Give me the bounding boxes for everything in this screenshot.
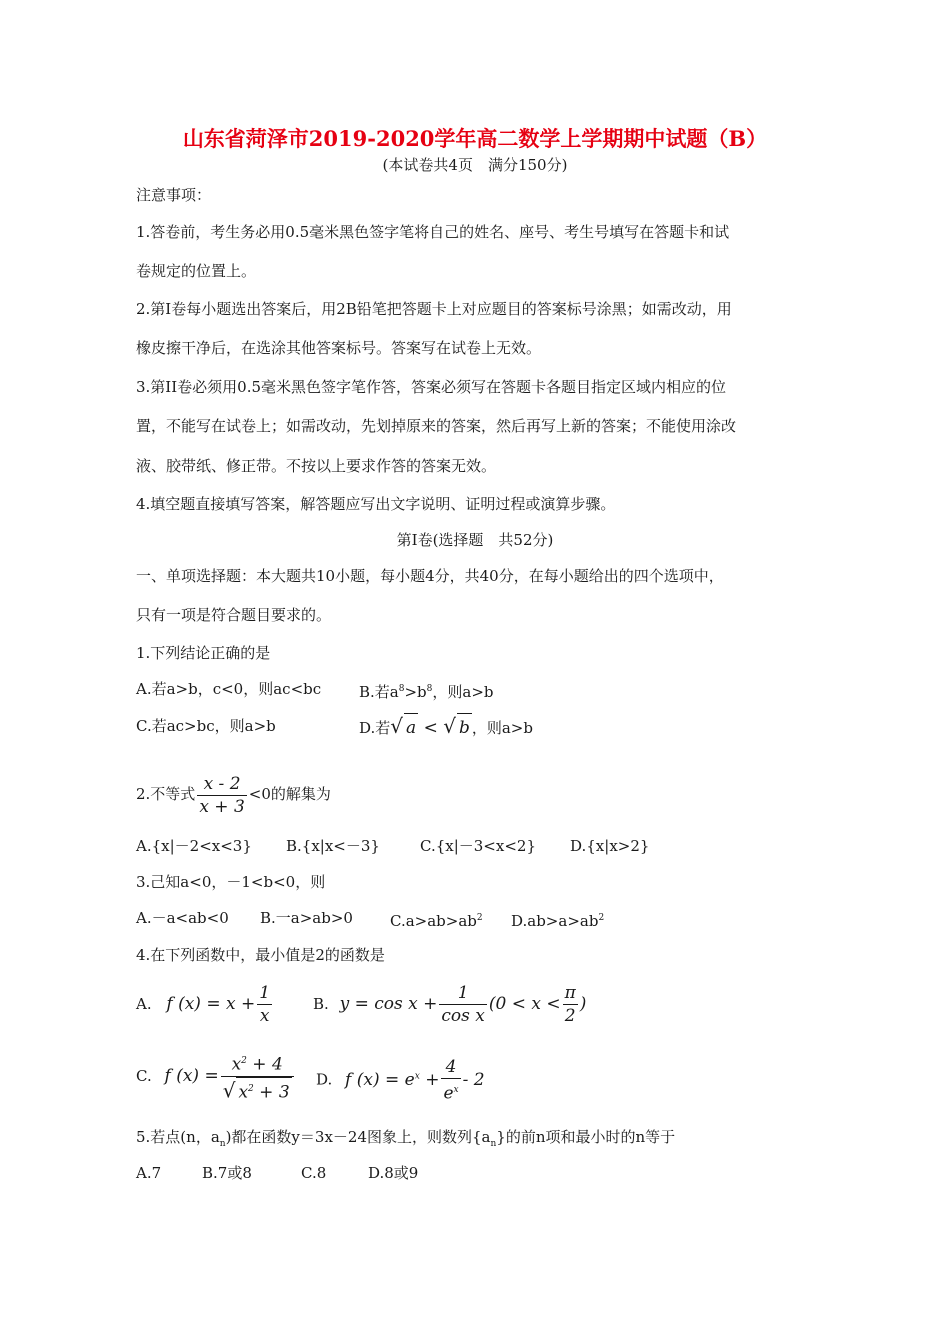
notice-line: 4.填空题直接填写答案，解答题应写出文字说明、证明过程或演算步骤。 [136,495,616,513]
part-intro-line: 只有一项是符合题目要求的。 [136,606,332,624]
notice-line: 卷规定的位置上。 [136,262,257,280]
q2-fraction: $\frac{x - 2}{x + 3}$ [199,773,245,817]
q3-option-b: B.一a>ab>0 [260,909,353,927]
q1-option-c: C.若ac>bc，则a>b [136,717,276,735]
notice-line: 2.第Ⅰ卷每小题选出答案后，用2B铅笔把答题卡上对应题目的答案标号涂黑；如需改动，用 [136,300,732,318]
q4-option-b: B. y = cos x + $\frac{1}{\text{cos x}}$ (0 < x < $\frac{\pi}{2}$ ) [313,983,587,1026]
notice-line: 液、胶带纸、修正带。不按以上要求作答的答案无效。 [136,457,497,475]
q1-option-a: A.若a>b，c<0，则ac<bc [136,680,322,698]
q4-stem: 4.在下列函数中，最小值是2的函数是 [136,946,385,964]
q2-option-a: A.{x|－2<x<3} [136,837,252,855]
q3-option-c: $C.a>ab>ab^2$ [390,912,483,930]
q5-option-b: B.7或8 [202,1164,252,1182]
q1-stem: 1.下列结论正确的是 [136,644,271,662]
q2-option-b: B.{x|x<－3} [286,837,380,855]
notice-line: 置，不能写在试卷上；如需改动，先划掉原来的答案，然后再写上新的答案；不能使用涂改 [136,417,737,435]
q3-stem: 3.己知a<0，－1<b<0，则 [136,873,326,891]
q4-option-a: A. f (x) = x + $\frac{1}{x}$ [136,983,271,1026]
q5-option-c: C.8 [301,1164,327,1182]
q5-stem: 5.若点(n，$a_n$)都在函数y＝3x－24图象上，则数列$\{a_n\}$的前n项和最小时的n等于 [136,1128,676,1149]
q2-option-c: C.{x|－3<x<2} [420,837,536,855]
q3-option-a: A.－a<ab<0 [136,909,229,927]
q2-option-d: D.{x|x>2} [570,837,650,855]
q1-option-b: B.若$a^8>b^8$，则a>b [359,683,494,701]
notice-line: 橡皮擦干净后，在选涂其他答案标号。答案写在试卷上无效。 [136,339,542,357]
q5-option-a: A.7 [136,1164,162,1182]
exam-title: 山东省菏泽市2019-2020学年高二数学上学期期中试题（B） [182,126,768,151]
notice-heading: 注意事项： [136,186,212,204]
section-title: 第Ⅰ卷(选择题 共52分) [396,531,554,549]
q2-stem: 2.不等式 $\frac{x - 2}{x + 3}$ <0的解集为 [136,773,331,817]
q4-option-c: C. f (x) = $\frac{x^2 + 4}{√ x^2 + 3}$ [136,1050,296,1102]
q4-option-d: D. f $(x) = e^x$ + $\frac{4}{e^x}$ - 2 [316,1056,485,1104]
q3-option-d: $D.ab>a>ab^2$ [511,912,605,930]
notice-line: 3.第II卷必须用0.5毫米黑色签字笔作答，答案必须写在答题卡各题目指定区域内相应的位 [136,378,727,396]
part-intro-line: 一、单项选择题：本大题共10小题，每小题4分，共40分，在每小题给出的四个选项中， [136,567,724,585]
exam-subtitle: (本试卷共4页 满分150分) [382,156,568,174]
q5-option-d: D.8或9 [368,1164,419,1182]
q1-option-d: D.若√ a < √ b ，则a>b [359,712,533,742]
notice-line: 1.答卷前，考生务必用0.5毫米黑色签字笔将自己的姓名、座号、考生号填写在答题卡和试 [136,223,730,241]
